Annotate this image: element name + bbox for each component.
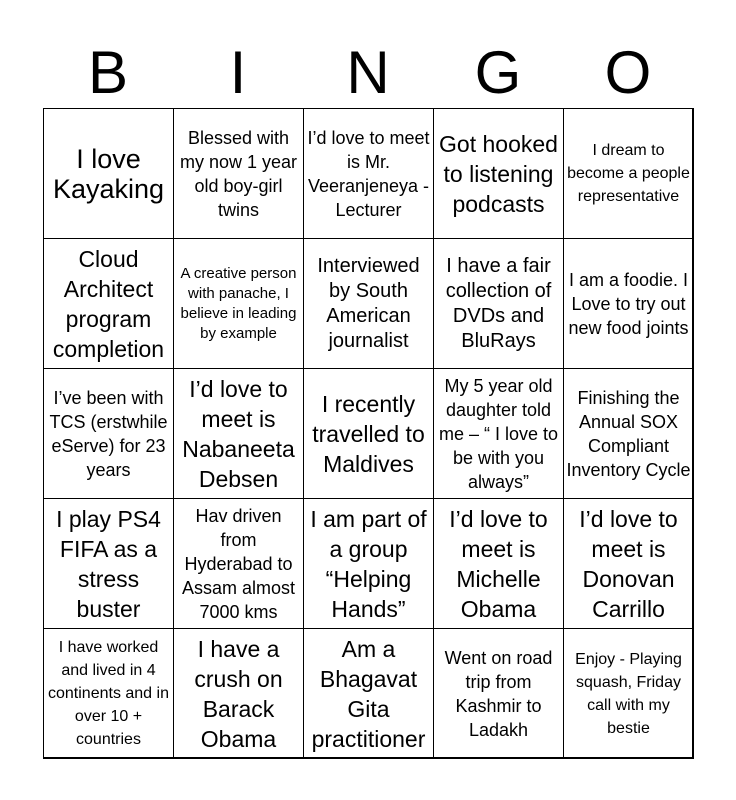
cell-text: Enjoy - Playing squash, Friday call with my bestie [575, 650, 682, 737]
bingo-cell[interactable] [43, 628, 174, 759]
cell-text: I dream to become a people representative [567, 142, 690, 205]
cell-text: My 5 year old daughter told me – “ I love to be with you always” [438, 375, 559, 492]
bingo-cell[interactable] [433, 628, 564, 759]
bingo-header [43, 40, 693, 106]
bingo-cell[interactable] [303, 108, 434, 239]
bingo-cell[interactable] [173, 368, 304, 499]
bingo-cell[interactable] [43, 498, 174, 629]
cell-text: I’d love to meet is Nabaneeta Debsen [182, 375, 295, 492]
bingo-cell[interactable] [303, 368, 434, 499]
cell-text: Hav driven from Hyderabad to Assam almost 7000 kms [181, 505, 296, 622]
cell-text: I’ve been with TCS (erstwhile eServe) for 23 years [49, 387, 168, 480]
cell-text: I am part of a group “Helping Hands” [310, 505, 427, 622]
bingo-cell[interactable] [433, 108, 564, 239]
bingo-cell[interactable] [563, 628, 694, 759]
bingo-cell[interactable] [563, 368, 694, 499]
header-letter-g: G [474, 39, 522, 106]
cell-text: Cloud Architect program completion [52, 245, 165, 362]
header-letter-n: N [346, 39, 390, 106]
cell-text: Interviewed by South American journalist [317, 254, 420, 352]
cell-text: Went on road trip from Kashmir to Ladakh [444, 647, 553, 740]
bingo-cell[interactable] [433, 498, 564, 629]
bingo-cell[interactable] [563, 498, 694, 629]
cell-text: I recently travelled to Maldives [312, 390, 425, 477]
bingo-grid [43, 108, 693, 758]
cell-text: Blessed with my now 1 year old boy-girl twins [179, 127, 298, 220]
cell-text: I’d love to meet is Michelle Obama [449, 505, 548, 622]
header-letter-o: O [604, 39, 652, 106]
cell-text: Finishing the Annual SOX Compliant Inventory Cycle [566, 387, 691, 480]
bingo-cell[interactable] [173, 238, 304, 369]
cell-text: I love Kayaking [52, 143, 165, 204]
bingo-cell[interactable] [303, 628, 434, 759]
bingo-cell[interactable] [433, 368, 564, 499]
bingo-cell[interactable] [43, 368, 174, 499]
bingo-cell[interactable] [173, 498, 304, 629]
cell-text: I have worked and lived in 4 continents and in over 10 + countries [48, 639, 169, 748]
bingo-cell[interactable] [303, 498, 434, 629]
cell-text: I have a fair collection of DVDs and BluRays [445, 254, 552, 352]
bingo-cell[interactable] [563, 238, 694, 369]
bingo-cell[interactable] [303, 238, 434, 369]
bingo-cell[interactable] [43, 238, 174, 369]
cell-text: I am a foodie. I Love to try out new food joints [568, 269, 689, 338]
bingo-cell[interactable] [173, 628, 304, 759]
header-letter-b: B [87, 39, 129, 106]
cell-text: I have a crush on Barack Obama [194, 635, 283, 752]
bingo-cell[interactable] [43, 108, 174, 239]
cell-text: A creative person with panache, I believe in leading by example [180, 264, 297, 342]
bingo-cell[interactable] [173, 108, 304, 239]
cell-text: I’d love to meet is Mr. Veeranjeneya - Lecturer [307, 127, 430, 220]
cell-text: Am a Bhagavat Gita practitioner [311, 635, 426, 752]
bingo-cell[interactable] [563, 108, 694, 239]
header-letter-i: I [229, 39, 247, 106]
cell-text: I’d love to meet is Donovan Carrillo [579, 505, 678, 622]
cell-text: Got hooked to listening podcasts [439, 130, 558, 217]
cell-text: I play PS4 FIFA as a stress buster [56, 505, 161, 622]
bingo-cell[interactable] [433, 238, 564, 369]
